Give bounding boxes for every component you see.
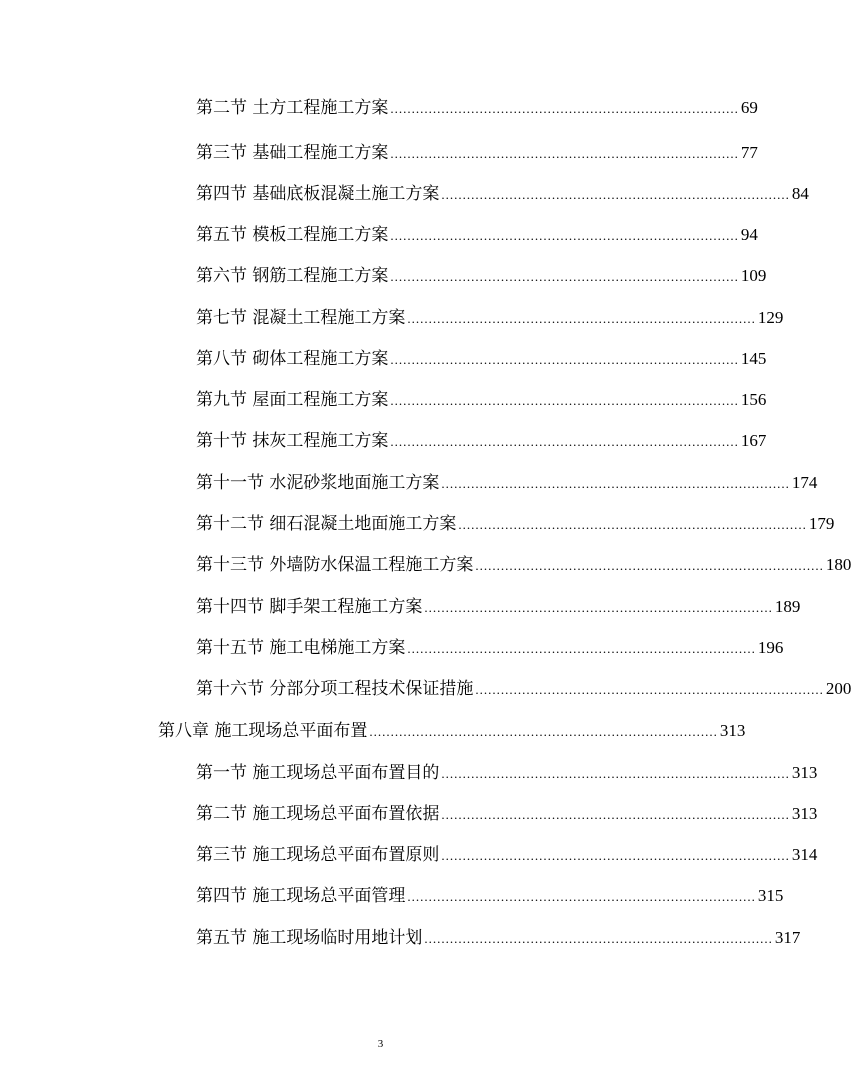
- toc-entry[interactable]: [196, 925, 801, 951]
- toc-leader-dots: ..................................................................................: [475, 682, 824, 697]
- toc-leader-dots: ..................................................................................: [424, 600, 773, 615]
- toc-leader-dots: ..................................................................................: [407, 889, 756, 904]
- toc-entry-page: 315: [757, 886, 784, 905]
- toc-entry-page: 167: [740, 431, 767, 450]
- toc-entry-page: 180: [825, 555, 851, 574]
- toc-entry-page: 69: [740, 98, 758, 117]
- page-number: 3: [377, 1038, 384, 1050]
- toc-entry-page: 313: [719, 721, 746, 740]
- toc-leader-dots: ..................................................................................: [424, 931, 773, 946]
- toc-entry-page: 200: [825, 679, 851, 698]
- toc-entry-page: 94: [740, 225, 758, 244]
- toc-leader-dots: ..................................................................................: [390, 393, 739, 408]
- toc-entry[interactable]: [196, 842, 818, 868]
- toc-entry[interactable]: [196, 346, 767, 372]
- toc-entry-label: 第八节 砌体工程施工方案: [196, 349, 389, 369]
- toc-entry[interactable]: [196, 552, 851, 578]
- toc-entry-page: 313: [791, 804, 818, 823]
- toc-leader-dots: ..................................................................................: [390, 352, 739, 367]
- toc-entry-page: 196: [757, 638, 784, 657]
- toc-leader-dots: ..................................................................................: [475, 558, 824, 573]
- toc-entry-label: 第六节 钢筋工程施工方案: [196, 266, 389, 286]
- toc-leader-dots: ..................................................................................: [390, 101, 739, 116]
- toc-entry-page: 156: [740, 390, 767, 409]
- toc-entry[interactable]: [196, 801, 818, 827]
- toc-leader-dots: ..................................................................................: [441, 187, 790, 202]
- toc-entry[interactable]: [196, 676, 851, 702]
- toc-entry-page: 109: [740, 266, 767, 285]
- toc-entry-label: 第二节 土方工程施工方案: [196, 98, 389, 118]
- toc-entry-page: 314: [791, 845, 818, 864]
- toc-entry-label: 第八章 施工现场总平面布置: [158, 721, 368, 741]
- toc-entry-label: 第十二节 细石混凝土地面施工方案: [196, 514, 457, 534]
- toc-entry-label: 第二节 施工现场总平面布置依据: [196, 804, 440, 824]
- toc-entry[interactable]: [196, 305, 784, 331]
- toc-entry-page: 84: [791, 184, 809, 203]
- toc-entry[interactable]: [196, 470, 818, 496]
- toc-entry-label: 第三节 基础工程施工方案: [196, 143, 389, 163]
- toc-leader-dots: ..................................................................................: [441, 476, 790, 491]
- toc-leader-dots: ..................................................................................: [458, 517, 807, 532]
- toc-entry[interactable]: [196, 95, 758, 121]
- toc-entry-label: 第四节 施工现场总平面管理: [196, 886, 406, 906]
- toc-leader-dots: ..................................................................................: [441, 807, 790, 822]
- toc-leader-dots: ..................................................................................: [390, 146, 739, 161]
- toc-entry-label: 第十节 抹灰工程施工方案: [196, 431, 389, 451]
- toc-entry[interactable]: [196, 387, 767, 413]
- toc-entry[interactable]: [196, 594, 801, 620]
- toc-entry-page: 317: [774, 928, 801, 947]
- toc-entry-label: 第三节 施工现场总平面布置原则: [196, 845, 440, 865]
- toc-entry[interactable]: [196, 222, 758, 248]
- toc-entry-page: 179: [808, 514, 835, 533]
- toc-entry[interactable]: [196, 883, 784, 909]
- toc-entry-label: 第十五节 施工电梯施工方案: [196, 638, 406, 658]
- toc-entry[interactable]: [196, 635, 784, 661]
- toc-entry-label: 第十一节 水泥砂浆地面施工方案: [196, 473, 440, 493]
- toc-entry[interactable]: [196, 511, 835, 537]
- toc-entry[interactable]: [196, 428, 767, 454]
- toc-leader-dots: ..................................................................................: [390, 434, 739, 449]
- toc-entry-label: 第十六节 分部分项工程技术保证措施: [196, 679, 474, 699]
- toc-entry-page: 313: [791, 763, 818, 782]
- toc-entry-label: 第一节 施工现场总平面布置目的: [196, 763, 440, 783]
- toc-leader-dots: ..................................................................................: [390, 269, 739, 284]
- toc-leader-dots: ..................................................................................: [390, 228, 739, 243]
- toc-entry-page: 174: [791, 473, 818, 492]
- toc-entry-label: 第七节 混凝土工程施工方案: [196, 308, 406, 328]
- toc-leader-dots: ..................................................................................: [441, 848, 790, 863]
- toc-entry[interactable]: [196, 760, 818, 786]
- toc-leader-dots: ..................................................................................: [407, 641, 756, 656]
- toc-entry-page: 77: [740, 143, 758, 162]
- toc-entry[interactable]: [196, 263, 767, 289]
- toc-leader-dots: ..................................................................................: [407, 311, 756, 326]
- toc-entry[interactable]: [196, 140, 758, 166]
- toc-entry-page: 189: [774, 597, 801, 616]
- toc-entry-page: 129: [757, 308, 784, 327]
- toc-entry[interactable]: [196, 181, 809, 207]
- toc-leader-dots: ..................................................................................: [441, 766, 790, 781]
- toc-entry-label: 第五节 模板工程施工方案: [196, 225, 389, 245]
- toc-entry-label: 第四节 基础底板混凝土施工方案: [196, 184, 440, 204]
- toc-entry-label: 第九节 屋面工程施工方案: [196, 390, 389, 410]
- toc-leader-dots: ..................................................................................: [369, 724, 718, 739]
- toc-entry-label: 第十四节 脚手架工程施工方案: [196, 597, 423, 617]
- toc-entry-label: 第十三节 外墙防水保温工程施工方案: [196, 555, 474, 575]
- toc-entry-page: 145: [740, 349, 767, 368]
- toc-chapter-entry[interactable]: [158, 718, 746, 744]
- toc-entry-label: 第五节 施工现场临时用地计划: [196, 928, 423, 948]
